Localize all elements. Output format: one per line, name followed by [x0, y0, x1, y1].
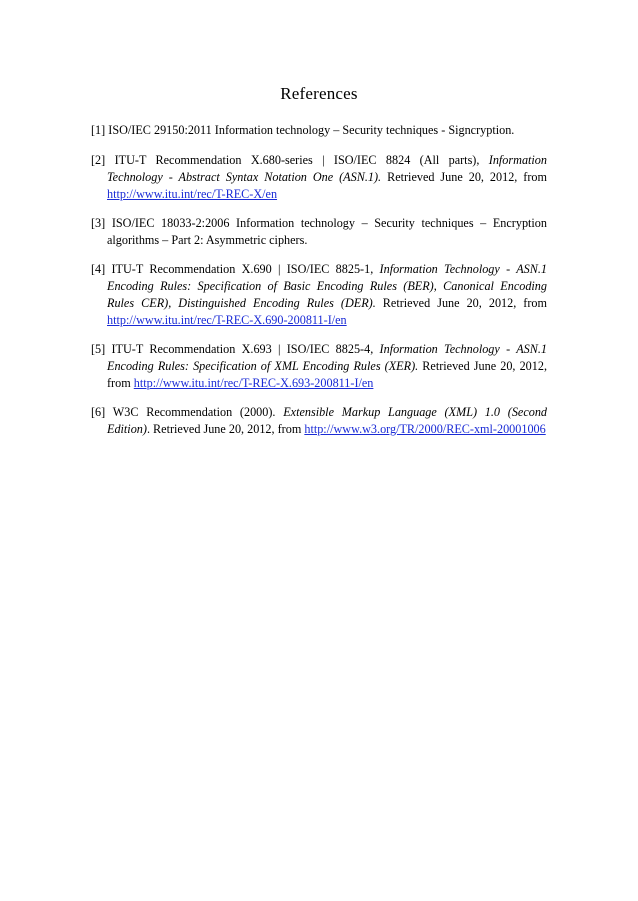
reference-item: [91, 122, 547, 139]
reference-number: [3]: [91, 216, 106, 230]
reference-item: [91, 404, 547, 438]
reference-item: [91, 152, 547, 203]
reference-text: ISO/IEC 18033-2:2006 Information technology – Security techniques – Encryption algorithms – Part 2: Asymmetric ciphers.: [107, 216, 547, 247]
reference-title: Information Technology - Abstract Syntax Notation One (ASN.1).: [107, 153, 547, 184]
reference-link[interactable]: http://www.itu.int/rec/T-REC-X.693-200811-I/en: [133, 376, 374, 390]
reference-retrieved: Retrieved June 20, 2012, from: [107, 359, 548, 390]
reference-number: [6]: [91, 405, 106, 419]
reference-number: [5]: [91, 342, 106, 356]
reference-retrieved: Retrieved June 20, 2012, from: [381, 170, 548, 184]
reference-title: Information Technology - ASN.1 Encoding Rules: Specification of XML Encoding Rules (XER).: [107, 342, 548, 373]
reference-link[interactable]: http://www.itu.int/rec/T-REC-X/en: [107, 187, 278, 201]
reference-text: ITU-T Recommendation X.680-series | ISO/IEC 8824 (All parts),: [114, 153, 489, 167]
reference-item: [91, 261, 547, 329]
reference-item: [91, 215, 547, 249]
reference-link[interactable]: http://www.itu.int/rec/T-REC-X.690-200811-I/en: [107, 313, 347, 327]
reference-retrieved: Retrieved June 20, 2012, from: [375, 296, 547, 310]
reference-item: [91, 341, 547, 392]
page-title: References: [280, 84, 358, 103]
reference-retrieved: . Retrieved June 20, 2012, from: [146, 422, 305, 436]
reference-title: Information Technology - ASN.1 Encoding Rules: Specification of Basic Encoding Rules (BER), Canonical Encoding Rules CER), Distinguished Encoding Rules (DER).: [107, 262, 548, 310]
reference-text: ITU-T Recommendation X.690 | ISO/IEC 8825-1,: [111, 262, 380, 276]
reference-text: ISO/IEC 29150:2011 Information technology – Security techniques - Signcryption.: [108, 123, 515, 137]
reference-link[interactable]: http://www.w3.org/TR/2000/REC-xml-20001006: [304, 422, 546, 436]
reference-number: [4]: [91, 262, 106, 276]
reference-text: W3C Recommendation (2000).: [112, 405, 284, 419]
reference-number: [1]: [91, 123, 106, 137]
reference-title: Extensible Markup Language (XML) 1.0 (Second Edition): [107, 405, 548, 436]
reference-list: [91, 122, 547, 450]
reference-text: ITU-T Recommendation X.693 | ISO/IEC 8825-4,: [111, 342, 380, 356]
reference-number: [2]: [91, 153, 106, 167]
